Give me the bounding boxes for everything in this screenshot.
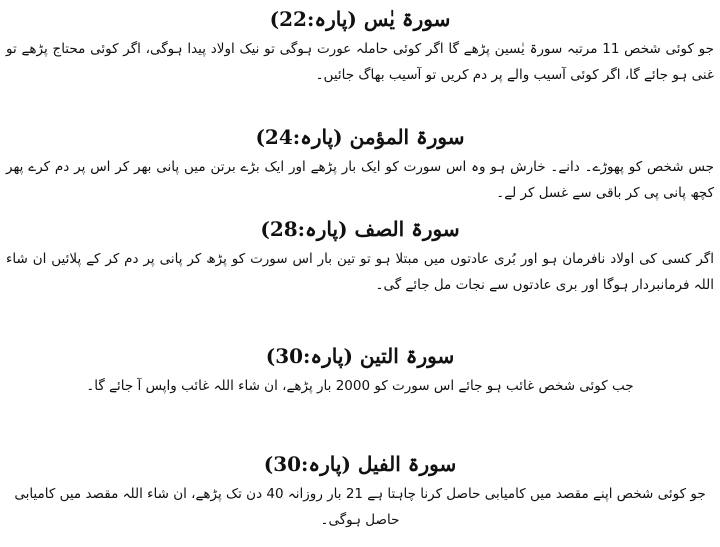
section-text: اگر کسی کی اولاد نافرمان ہو اور بُری عادتوں میں مبتلا ہو تو تین بار اس سورت کو پڑھ کر پانی پر دم کر کے پلائیں ان شاء اللہ فرمانبردار ہوگا اور بری عادتوں سے نجات مل جائے گی۔	[6, 251, 714, 293]
section-surah-as-saff	[6, 214, 714, 341]
section-text: جو کوئی شخص 11 مرتبہ سورۃ یٰسین پڑھے گا اگر کوئی حاملہ عورت ہوگی تو نیک اولاد پیدا ہوگی، اگر کوئی محتاج پڑھے تو غنی ہو جائے گا، اگر کوئی آسیب والے پر دم کریں تو آسیب بھاگ جائیں۔	[6, 41, 714, 83]
section-heading: سورۃ یٰس (پارہ:22)	[269, 7, 451, 31]
section-text: جب کوئی شخص غائب ہو جائے اس سورت کو 2000 بار پڑھے، ان شاء اللہ غائب واپس آ جائے گا۔	[86, 378, 634, 394]
section-heading: سورۃ المؤمن (پارہ:24)	[255, 125, 465, 149]
section-text: جس شخص کو پھوڑے۔ دانے۔ خارش ہو وہ اس سورت کو ایک بار پڑھے اور ایک بڑے برتن میں پانی بھر کر اس پر دم کرے پھر کچھ پانی پی کر باقی سے غسل کر لے۔	[6, 159, 714, 201]
section-surah-al-feel	[6, 449, 714, 545]
section-heading: سورۃ الصف (پارہ:28)	[260, 217, 460, 241]
section-heading: سورۃ الفیل (پارہ:30)	[263, 452, 457, 476]
section-surah-al-momin	[6, 122, 714, 214]
section-surah-yaseen	[6, 4, 714, 122]
section-heading: سورۃ التین (پارہ:30)	[265, 344, 455, 368]
section-surah-at-teen	[6, 341, 714, 449]
section-text: جو کوئی شخص اپنے مقصد میں کامیابی حاصل کرنا چاہتا ہے 21 بار روزانہ 40 دن تک پڑھے، ان شاء اللہ مقصد میں کامیابی حاصل ہوگی۔	[14, 486, 706, 528]
